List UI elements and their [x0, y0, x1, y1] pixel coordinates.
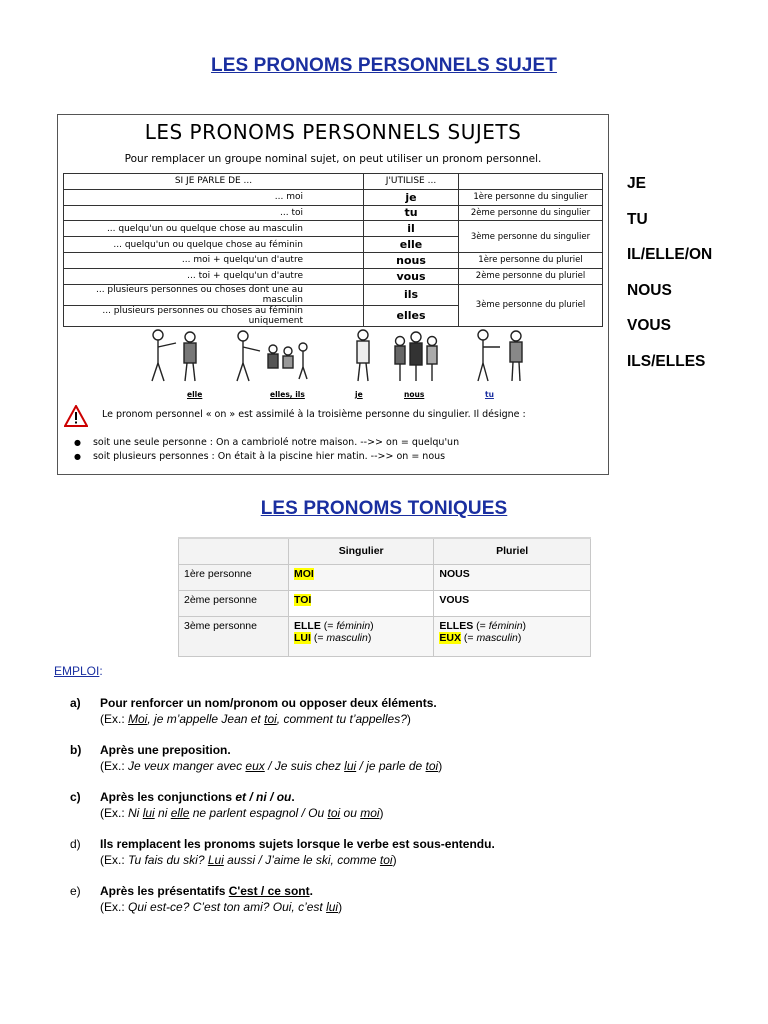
- table-row: ... toi tu 2ème personne du singulier: [64, 205, 603, 221]
- table-row: ... plusieurs personnes ou choses au féminin uniquement elles: [64, 305, 603, 326]
- table-row: 2ème personne TOI VOUS: [179, 590, 591, 616]
- emploi-heading: EMPLOI:: [54, 664, 103, 678]
- list-item: VOUS: [627, 317, 671, 334]
- list-item: TU: [627, 210, 648, 228]
- worksheet-subtitle: Pour remplacer un groupe nominal sujet, on peut utiliser un pronom personnel.: [124, 153, 542, 165]
- page-title: LES PRONOMS PERSONNELS SUJET: [211, 55, 557, 76]
- example-text: (Ex.: Qui est-ce? C’est ton ami? Oui, c’est lui): [100, 900, 343, 914]
- list-item: c) Après les conjunctions et / ni / ou. (Ex.: Ni lui ni elle ne parlent espagnol / Ou toi ou moi): [70, 790, 384, 820]
- table-row: ... moi je 1ère personne du singulier: [64, 189, 603, 205]
- table-row: ... quelqu'un ou quelque chose au masculin il 3ème personne du singulier: [64, 221, 603, 237]
- header-pronoun: J'UTILISE ...: [364, 174, 459, 190]
- figure-label-nous: nous: [404, 390, 425, 399]
- warning-icon: [64, 405, 88, 427]
- highlighted-pronoun: EUX: [439, 631, 461, 644]
- list-item: a) Pour renforcer un nom/pronom ou opposer deux éléments. (Ex.: Moi, je m’appelle Jean et toi, comment tu t’appelles?): [70, 696, 437, 726]
- worksheet-image: [57, 114, 609, 475]
- subject-pronoun-list: [627, 175, 712, 388]
- list-item: d) Ils remplacent les pronoms sujets lorsque le verbe est sous-entendu. (Ex.: Tu fais du ski? Lui aussi / J’aime le ski, comme toi): [70, 837, 495, 867]
- list-item: ● soit plusieurs personnes : On était à la piscine hier matin. -->> on = nous: [74, 451, 459, 462]
- figure-label-elle: elle: [187, 390, 203, 399]
- highlighted-pronoun: MOI: [294, 567, 314, 580]
- usage-rules-list: [70, 696, 730, 931]
- example-text: (Ex.: Ni lui ni elle ne parlent espagnol / Ou toi ou moi): [100, 806, 384, 820]
- example-text: (Ex.: Moi, je m’appelle Jean et toi, comment tu t’appelles?): [100, 712, 411, 726]
- section-title-toniques: LES PRONOMS TONIQUES: [260, 498, 508, 519]
- pronoun-usage-table: [63, 173, 603, 327]
- highlighted-pronoun: TOI: [294, 593, 312, 606]
- example-text: (Ex.: Tu fais du ski? Lui aussi / J’aime le ski, comme toi): [100, 853, 397, 867]
- list-item: b) Après une preposition. (Ex.: Je veux manger avec eux / Je suis chez lui / je parle de toi): [70, 743, 443, 773]
- people-illustration: [138, 327, 578, 385]
- list-item: ● soit une seule personne : On a cambriolé notre maison. -->> on = quelqu'un: [74, 437, 459, 448]
- table-header-row: [179, 538, 591, 564]
- table-row: 3ème personne ELLE (= féminin) LUI (= masculin) ELLES (= féminin) EUX (= masculin): [179, 616, 591, 656]
- figure-label-tu: tu: [485, 390, 494, 399]
- highlighted-pronoun: LUI: [294, 631, 311, 644]
- list-item: JE: [627, 175, 646, 192]
- figure-label-elles-ils: elles, ils: [270, 390, 305, 399]
- on-note: Le pronom personnel « on » est assimilé à la troisième personne du singulier. Il désigne :: [102, 409, 526, 420]
- table-row: ... quelqu'un ou quelque chose au féminin elle: [64, 237, 603, 253]
- example-text: (Ex.: Je veux manger avec eux / Je suis chez lui / je parle de toi): [100, 759, 443, 773]
- list-item: e) Après les présentatifs C'est / ce sont. (Ex.: Qui est-ce? C’est ton ami? Oui, c’est lui): [70, 884, 343, 914]
- worksheet-title: LES PRONOMS PERSONNELS SUJETS: [144, 120, 522, 144]
- table-row: 1ère personne MOI NOUS: [179, 564, 591, 590]
- on-examples-list: [74, 437, 459, 465]
- header-singular: Singulier: [289, 538, 434, 564]
- list-item: NOUS: [627, 281, 672, 299]
- table-row: ... plusieurs personnes ou choses dont une au masculin ils 3ème personne du pluriel: [64, 284, 603, 305]
- header-case: SI JE PARLE DE ...: [64, 174, 364, 190]
- tonic-pronoun-table: [178, 537, 591, 657]
- table-row: ... toi + quelqu'un d'autre vous 2ème personne du pluriel: [64, 268, 603, 284]
- figure-label-je: je: [355, 390, 363, 399]
- list-item: ILS/ELLES: [627, 352, 706, 370]
- table-row: ... moi + quelqu'un d'autre nous 1ère personne du pluriel: [64, 252, 603, 268]
- header-plural: Pluriel: [434, 538, 591, 564]
- list-item: IL/ELLE/ON: [627, 246, 713, 263]
- table-header-row: [64, 174, 603, 190]
